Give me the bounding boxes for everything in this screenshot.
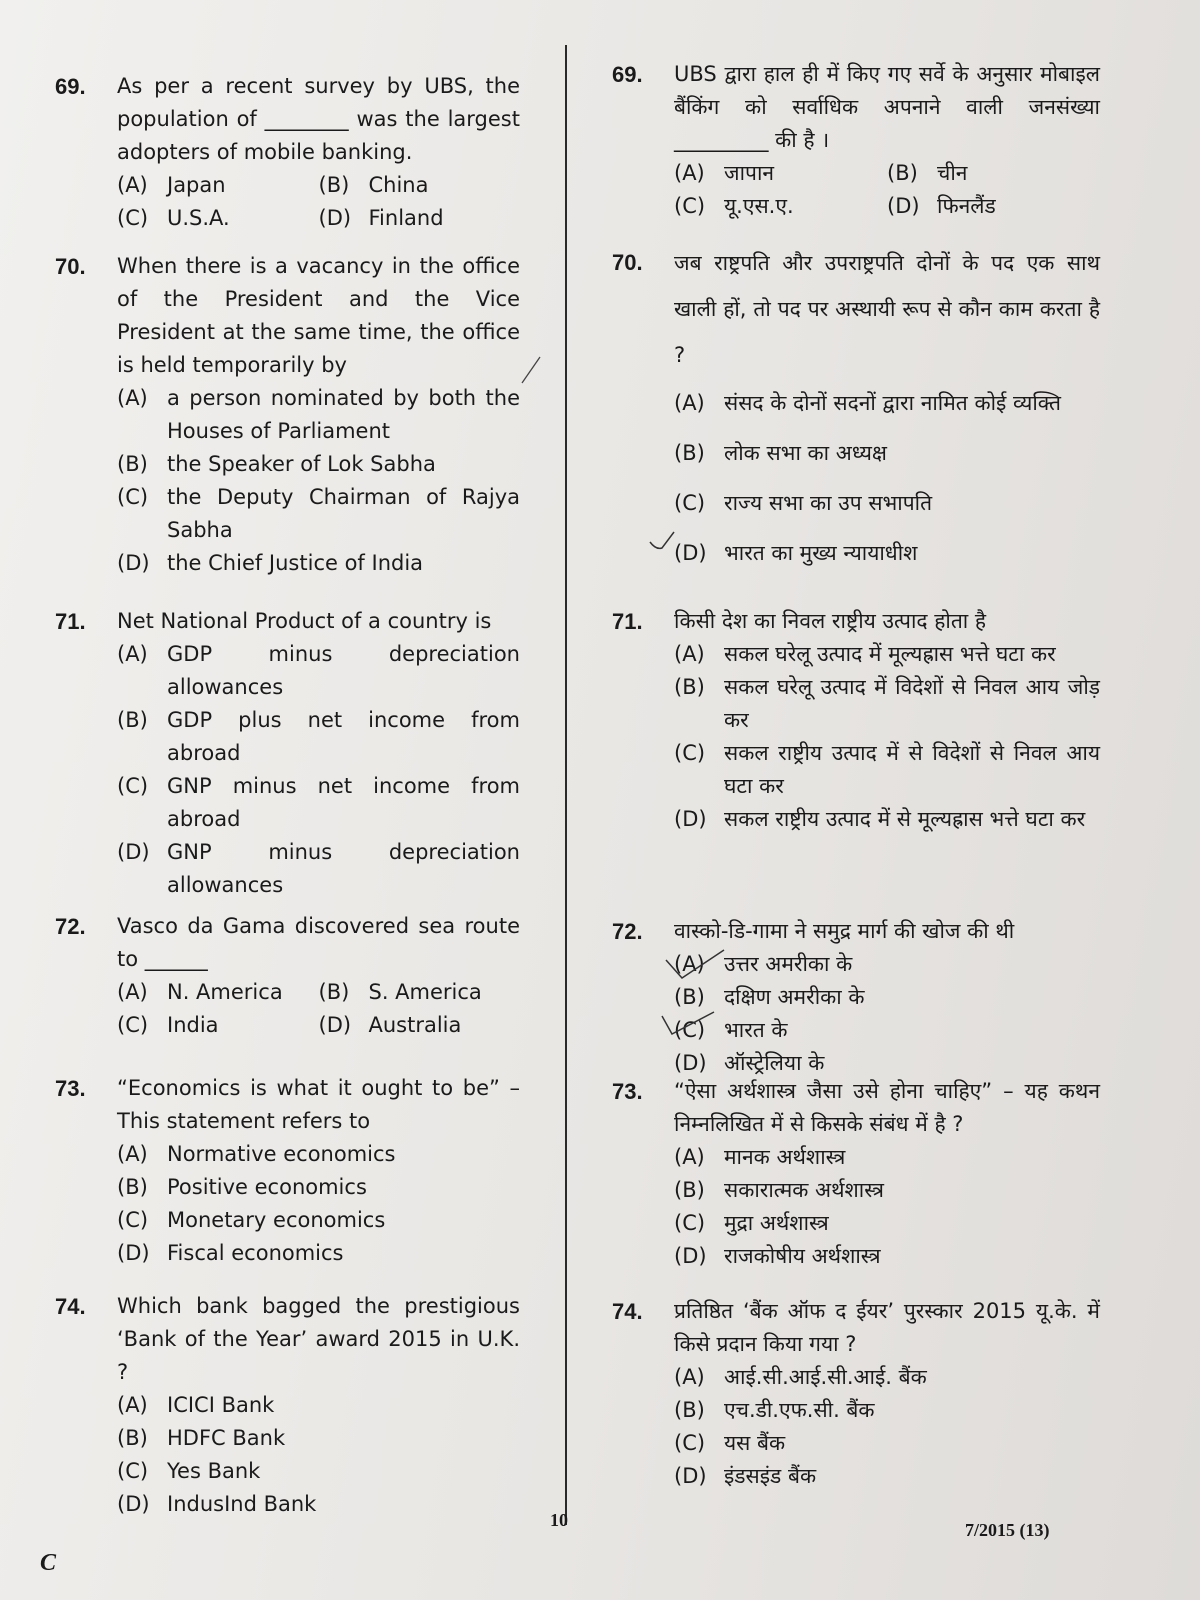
option-c[interactable] (117, 1455, 520, 1488)
option-text: सकल राष्ट्रीय उत्पाद में से विदेशों से निवल आय घटा कर (724, 741, 1100, 798)
option-a[interactable] (117, 169, 319, 202)
option-d[interactable] (117, 1488, 520, 1521)
option-label: (D) (318, 1013, 352, 1037)
question-en-71 (55, 605, 520, 902)
option-text: Yes Bank (167, 1459, 261, 1483)
question-body (117, 1072, 520, 1270)
options-list (117, 976, 520, 1042)
option-label: (B) (117, 452, 148, 476)
option-text: Monetary economics (167, 1208, 386, 1232)
option-label: (D) (117, 551, 150, 575)
option-label: (C) (117, 774, 149, 798)
option-text: the Speaker of Lok Sabha (167, 452, 436, 476)
paper-code: 7/2015 (13) (965, 1520, 1050, 1540)
option-text: दक्षिण अमरीका के (724, 985, 865, 1009)
option-b[interactable] (319, 976, 521, 1009)
question-text: जब राष्ट्रपति और उपराष्ट्रपति दोनों के पद एक साथ खाली हों, तो पद पर अस्थायी रूप से कौन काम करता है ? (674, 251, 1100, 367)
question-body (117, 250, 520, 580)
option-label: (D) (887, 194, 920, 218)
option-a[interactable] (117, 638, 520, 704)
option-text: भारत के (724, 1018, 788, 1042)
option-b[interactable] (887, 157, 1100, 190)
option-text: उत्तर अमरीका के (724, 952, 853, 976)
option-d[interactable] (674, 803, 1100, 836)
option-text: N. America (167, 980, 283, 1004)
option-label: (B) (318, 173, 350, 197)
option-label: (C) (674, 1018, 706, 1042)
question-number: 70. (55, 254, 86, 279)
option-text: the Chief Justice of India (167, 551, 424, 575)
option-label: (A) (117, 980, 148, 1004)
option-d[interactable] (887, 190, 1100, 223)
option-b[interactable] (117, 1422, 520, 1455)
option-text: IndusInd Bank (167, 1492, 317, 1516)
option-label: (A) (674, 1365, 705, 1389)
option-label: (C) (117, 485, 149, 509)
option-label: (D) (674, 1464, 707, 1488)
option-d[interactable] (674, 1240, 1100, 1273)
option-d[interactable] (117, 836, 520, 902)
option-text: Fiscal economics (167, 1241, 344, 1265)
option-label: (C) (674, 741, 706, 765)
option-label: (B) (674, 675, 705, 699)
option-label: (D) (674, 1051, 707, 1075)
option-label: (D) (674, 807, 707, 831)
option-label: (D) (117, 1241, 150, 1265)
option-d[interactable] (674, 1460, 1100, 1493)
option-b[interactable] (674, 1174, 1100, 1207)
option-label: (A) (117, 642, 148, 666)
question-hi-72 (612, 915, 1100, 1080)
option-text: India (167, 1013, 219, 1037)
options-list (117, 169, 520, 235)
option-b[interactable] (674, 981, 1100, 1014)
option-text: लोक सभा का अध्यक्ष (724, 441, 887, 465)
option-text: फिनलैंड (937, 194, 996, 218)
question-text: किसी देश का निवल राष्ट्रीय उत्पाद होता है (674, 609, 987, 633)
option-text: S. America (368, 980, 482, 1004)
option-label: (A) (674, 642, 705, 666)
question-en-69 (55, 70, 520, 235)
question-text: वास्को-डि-गामा ने समुद्र मार्ग की खोज की थी (674, 919, 1015, 943)
option-text: GNP minus net income from abroad (167, 774, 520, 831)
option-d[interactable] (117, 1237, 520, 1270)
option-c[interactable] (117, 1204, 520, 1237)
question-number: 74. (55, 1294, 86, 1319)
option-label: (A) (674, 952, 705, 976)
series-letter: C (40, 1550, 57, 1576)
option-label: (B) (117, 708, 148, 732)
question-text: As per a recent survey by UBS, the population of ________ was the largest adopters of mobile banking. (117, 74, 520, 164)
options-list (117, 638, 520, 902)
question-body (674, 58, 1100, 223)
option-text: सकल घरेलू उत्पाद में मूल्यह्रास भत्ते घटा कर (724, 642, 1056, 666)
option-text: मानक अर्थशास्त्र (724, 1145, 846, 1169)
option-text: चीन (937, 161, 968, 185)
option-b[interactable] (674, 1394, 1100, 1427)
question-hi-71 (612, 605, 1100, 836)
option-text: राजकोषीय अर्थशास्त्र (724, 1244, 881, 1268)
option-c[interactable] (117, 202, 319, 235)
question-text: Which bank bagged the prestigious ‘Bank of the Year’ award 2015 in U.K. ? (117, 1294, 520, 1384)
question-text: UBS द्वारा हाल ही में किए गए सर्वे के अनुसार मोबाइल बैंकिंग को सर्वाधिक अपनाने वाली जनसंख्या _________ की है । (674, 62, 1100, 152)
option-a[interactable] (674, 638, 1100, 671)
option-b[interactable] (674, 428, 1100, 478)
option-label: (C) (117, 1208, 149, 1232)
question-number: 72. (612, 919, 643, 944)
option-text: Normative economics (167, 1142, 396, 1166)
option-text: GNP minus depreciation allowances (167, 840, 520, 897)
question-number: 71. (612, 609, 643, 634)
option-a[interactable] (117, 976, 319, 1009)
options-list (674, 1361, 1100, 1493)
options-list (674, 378, 1100, 578)
question-en-73 (55, 1072, 520, 1270)
option-text: GDP plus net income from abroad (167, 708, 520, 765)
option-b[interactable] (117, 448, 520, 481)
question-body (117, 605, 520, 902)
question-body (674, 240, 1100, 578)
option-text: China (368, 173, 429, 197)
option-label: (A) (117, 386, 148, 410)
question-body (117, 910, 520, 1042)
option-a[interactable] (674, 948, 1100, 981)
option-a[interactable] (674, 157, 887, 190)
option-d[interactable] (674, 528, 1100, 578)
option-text: U.S.A. (167, 206, 230, 230)
option-text: ऑस्ट्रेलिया के (724, 1051, 825, 1075)
option-text: Japan (167, 173, 226, 197)
question-body (674, 915, 1100, 1080)
question-number: 73. (55, 1076, 86, 1101)
question-hi-70 (612, 240, 1100, 578)
option-b[interactable] (674, 671, 1100, 737)
option-c[interactable] (674, 1014, 1100, 1047)
option-c[interactable] (674, 1427, 1100, 1460)
option-text: भारत का मुख्य न्यायाधीश (724, 541, 918, 565)
option-text: Australia (368, 1013, 462, 1037)
question-number: 74. (612, 1299, 643, 1324)
option-label: (A) (674, 391, 705, 415)
question-body (674, 605, 1100, 836)
option-label: (C) (674, 1431, 706, 1455)
question-number: 73. (612, 1079, 643, 1104)
option-label: (B) (674, 985, 705, 1009)
option-d[interactable] (319, 1009, 521, 1042)
question-body (674, 1075, 1100, 1273)
option-label: (A) (117, 1393, 148, 1417)
question-en-72 (55, 910, 520, 1042)
option-b[interactable] (117, 704, 520, 770)
option-label: (B) (117, 1426, 148, 1450)
question-number: 69. (612, 62, 643, 87)
column-divider (565, 45, 567, 1525)
options-list (674, 948, 1100, 1080)
question-body (117, 70, 520, 235)
question-number: 70. (612, 250, 643, 275)
option-c[interactable] (674, 737, 1100, 803)
question-hi-69 (612, 58, 1100, 223)
option-text: राज्य सभा का उप सभापति (724, 491, 933, 515)
option-label: (B) (674, 1178, 705, 1202)
options-list (674, 157, 1100, 223)
option-text: GDP minus depreciation allowances (167, 642, 520, 699)
option-label: (A) (674, 161, 705, 185)
question-en-70 (55, 250, 520, 580)
option-label: (D) (117, 840, 150, 864)
option-c[interactable] (117, 1009, 319, 1042)
options-list (674, 638, 1100, 836)
option-text: Finland (368, 206, 444, 230)
option-text: HDFC Bank (167, 1426, 286, 1450)
question-hi-73 (612, 1075, 1100, 1273)
option-a[interactable] (117, 382, 520, 448)
option-label: (C) (674, 491, 706, 515)
option-c[interactable] (674, 190, 887, 223)
option-d[interactable] (319, 202, 521, 235)
question-text: Vasco da Gama discovered sea route to ______ (117, 914, 520, 971)
option-c[interactable] (117, 481, 520, 547)
option-b[interactable] (117, 1171, 520, 1204)
option-label: (B) (117, 1175, 148, 1199)
question-text: “Economics is what it ought to be” – This statement refers to (117, 1076, 520, 1133)
question-body (674, 1295, 1100, 1493)
option-d[interactable] (117, 547, 520, 580)
option-text: यू.एस.ए. (724, 194, 794, 218)
option-text: Positive economics (167, 1175, 367, 1199)
question-en-74 (55, 1290, 520, 1521)
option-label: (D) (318, 206, 352, 230)
options-list (674, 1141, 1100, 1273)
option-text: एच.डी.एफ.सी. बैंक (724, 1398, 875, 1422)
option-text: सकल घरेलू उत्पाद में विदेशों से निवल आय जोड़ कर (724, 675, 1100, 732)
question-number: 69. (55, 74, 86, 99)
page-number: 10 (550, 1510, 568, 1530)
option-text: आई.सी.आई.सी.आई. बैंक (724, 1365, 927, 1389)
option-text: संसद के दोनों सदनों द्वारा नामित कोई व्यक्ति (724, 391, 1062, 415)
option-text: सकल राष्ट्रीय उत्पाद में से मूल्यह्रास भत्ते घटा कर (724, 807, 1086, 831)
option-b[interactable] (319, 169, 521, 202)
option-label: (B) (674, 441, 705, 465)
option-text: सकारात्मक अर्थशास्त्र (724, 1178, 884, 1202)
option-label: (D) (674, 541, 707, 565)
option-label: (A) (674, 1145, 705, 1169)
option-text: मुद्रा अर्थशास्त्र (724, 1211, 829, 1235)
option-a[interactable] (674, 1141, 1100, 1174)
option-label: (D) (674, 1244, 707, 1268)
option-text: the Deputy Chairman of Rajya Sabha (167, 485, 520, 542)
option-text: इंडसइंड बैंक (724, 1464, 817, 1488)
options-list (117, 382, 520, 580)
question-text: प्रतिष्ठित ‘बैंक ऑफ द ईयर’ पुरस्कार 2015 यू.के. में किसे प्रदान किया गया ? (674, 1299, 1100, 1356)
options-list (117, 1389, 520, 1521)
options-list (117, 1138, 520, 1270)
option-text: यस बैंक (724, 1431, 786, 1455)
question-body (117, 1290, 520, 1521)
option-label: (B) (318, 980, 350, 1004)
option-text: जापान (724, 161, 775, 185)
option-label: (C) (674, 194, 706, 218)
option-c[interactable] (674, 1207, 1100, 1240)
option-a[interactable] (117, 1389, 520, 1422)
option-label: (C) (674, 1211, 706, 1235)
question-hi-74 (612, 1295, 1100, 1493)
option-text: ICICI Bank (167, 1393, 275, 1417)
question-number: 71. (55, 609, 86, 634)
question-number: 72. (55, 914, 86, 939)
option-label: (A) (117, 1142, 148, 1166)
option-a[interactable] (674, 378, 1100, 428)
option-label: (C) (117, 1013, 149, 1037)
option-label: (C) (117, 1459, 149, 1483)
pen-stroke-en70 (520, 355, 542, 385)
option-label: (B) (887, 161, 918, 185)
question-text: “ऐसा अर्थशास्त्र जैसा उसे होना चाहिए” – यह कथन निम्नलिखित में से किसके संबंध में है ? (674, 1079, 1100, 1136)
option-text: a person nominated by both the Houses of Parliament (167, 386, 520, 443)
option-label: (C) (117, 206, 149, 230)
option-a[interactable] (674, 1361, 1100, 1394)
option-c[interactable] (674, 478, 1100, 528)
option-a[interactable] (117, 1138, 520, 1171)
option-label: (A) (117, 173, 148, 197)
option-label: (B) (674, 1398, 705, 1422)
question-text: Net National Product of a country is (117, 609, 492, 633)
option-c[interactable] (117, 770, 520, 836)
question-text: When there is a vacancy in the office of the President and the Vice President at the same time, the office is held temporarily by (117, 254, 520, 377)
option-label: (D) (117, 1492, 150, 1516)
